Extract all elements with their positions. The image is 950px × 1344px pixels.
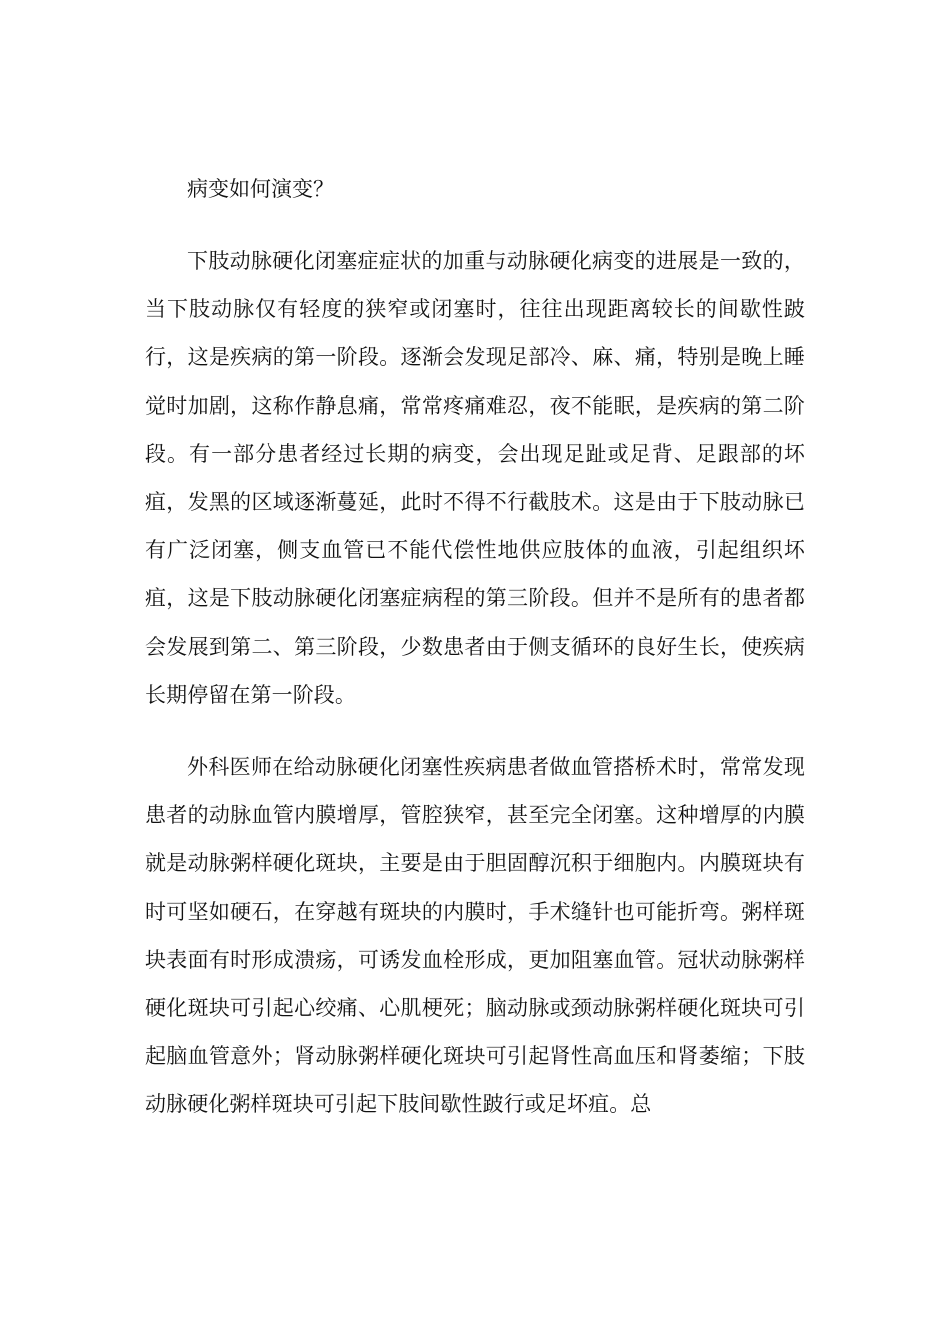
document-page [145,165,805,1129]
paragraph-plaque-description: 外科医师在给动脉硬化闭塞性疾病患者做血管搭桥术时，常常发现患者的动脉血管内膜增厚，管腔狭窄，甚至完全闭塞。这种增厚的内膜就是动脉粥样硬化斑块，主要是由于胆固醇沉积于细胞内。内膜斑块有时可坚如硬石，在穿越有斑块的内膜时，手术缝针也可能折弯。粥样斑块表面有时形成溃疡，可诱发血栓形成，更加阻塞血管。冠状动脉粥样硬化斑块可引起心绞痛、心肌梗死；脑动脉或颈动脉粥样硬化斑块可引起脑血管意外；肾动脉粥样硬化斑块可引起肾性高血压和肾萎缩；下肢动脉硬化粥样斑块可引起下肢间歇性跛行或足坏疽。总 [145,755,805,1117]
paragraph-disease-progression: 下肢动脉硬化闭塞症症状的加重与动脉硬化病变的进展是一致的，当下肢动脉仅有轻度的狭窄或闭塞时，往往出现距离较长的间歇性跛行，这是疾病的第一阶段。逐渐会发现足部冷、麻、痛，特别是晚上睡觉时加剧，这称作静息痛，常常疼痛难忍，夜不能眠，是疾病的第二阶段。有一部分患者经过长期的病变，会出现足趾或足背、足跟部的坏疽，发黑的区域逐渐蔓延，此时不得不行截肢术。这是由于下肢动脉已有广泛闭塞，侧支血管已不能代偿性地供应肢体的血液，引起组织坏疽，这是下肢动脉硬化闭塞症病程的第三阶段。但并不是所有的患者都会发展到第二、第三阶段，少数患者由于侧支循环的良好生长，使疾病长期停留在第一阶段。 [145,249,805,707]
section-heading: 病变如何演变？ [187,177,334,201]
